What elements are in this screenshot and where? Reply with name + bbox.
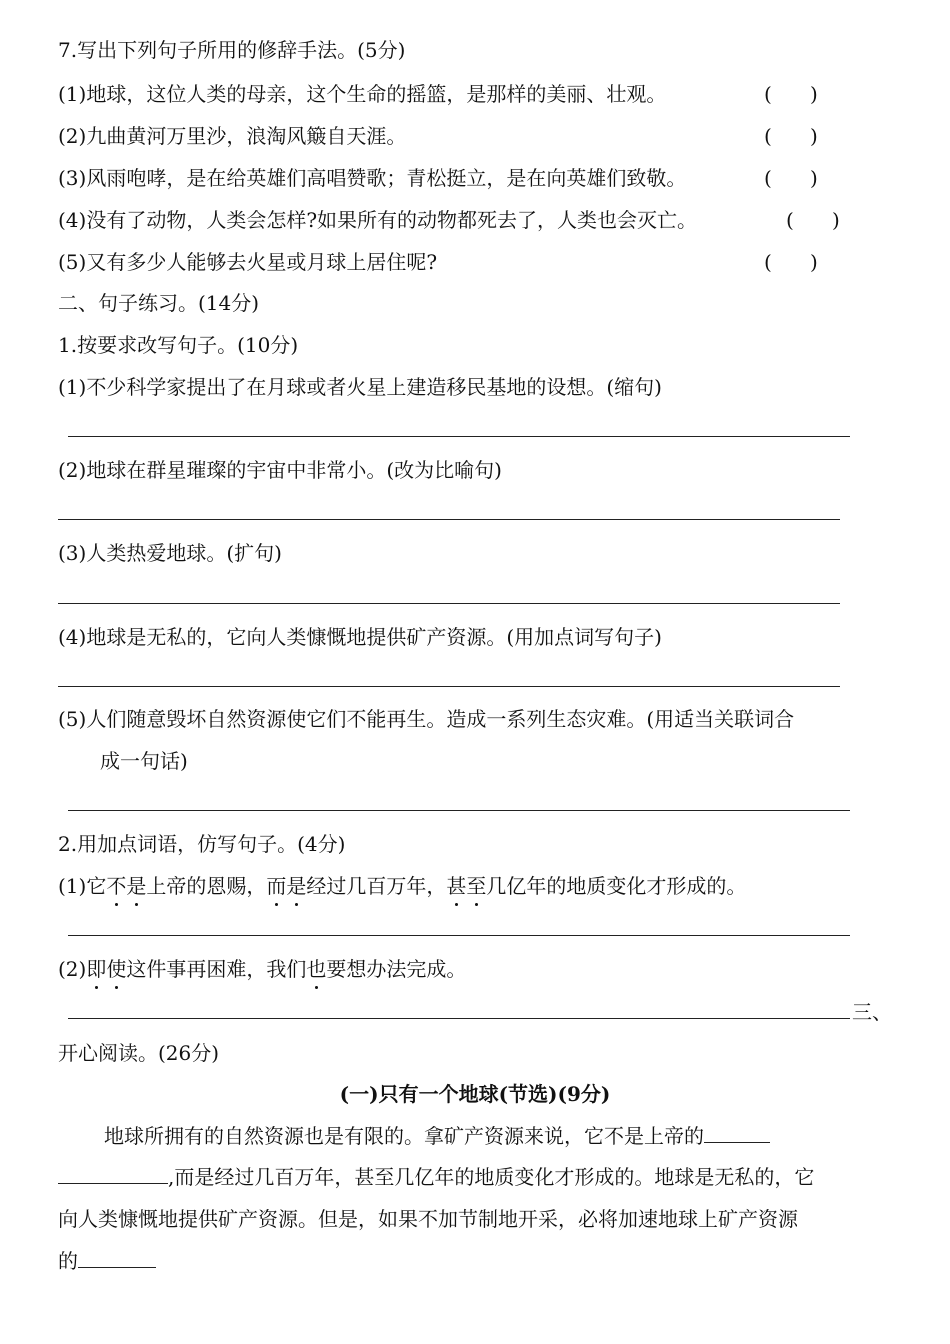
s1-j: 几亿年的地质变化才形成的。 <box>486 874 747 898</box>
q7-heading: 7.写出下列句子所用的修辞手法。(5分) <box>58 38 406 62</box>
answer-line-5[interactable] <box>68 810 850 811</box>
rewrite-item-5-cont: 成一句话) <box>100 749 188 773</box>
passage-line-3: 向人类慷慨地提供矿产资源。但是，如果不加节制地开采，必将加速地球上矿产资源 <box>58 1207 798 1231</box>
part-1-heading: 1.按要求改写句子。(10分) <box>58 333 299 357</box>
s1-dot-1: 不 <box>106 874 127 898</box>
q7-item-3: (3)风雨咆哮，是在给英雄们高唱赞歌；青松挺立，是在向英雄们致敬。 <box>58 166 687 190</box>
rewrite-item-3: (3)人类热爱地球。(扩句) <box>58 541 282 565</box>
passage-line-1 <box>104 1122 770 1150</box>
passage-line-4 <box>58 1247 156 1275</box>
section-2-heading: 二、句子练习。(14分) <box>58 291 260 315</box>
passage-text-2: ,而是经过几百万年，甚至几亿年的地质变化才形成的。地球是无私的，它 <box>168 1165 815 1189</box>
s1-dot-2: 是 <box>126 874 147 898</box>
rewrite-item-4: (4)地球是无私的，它向人类慷慨地提供矿产资源。(用加点词写句子) <box>58 625 662 649</box>
answer-paren-4[interactable]: ( ) <box>786 208 840 232</box>
passage-line-2 <box>58 1163 814 1191</box>
s1-dot-3: 而 <box>266 874 287 898</box>
answer-line-7[interactable] <box>68 1018 850 1019</box>
answer-paren-2[interactable]: ( ) <box>764 124 818 148</box>
answer-line-6[interactable] <box>68 935 850 936</box>
rewrite-item-2: (2)地球在群星璀璨的宇宙中非常小。(改为比喻句) <box>58 458 502 482</box>
passage-text-1: 地球所拥有的自然资源也是有限的。拿矿产资源来说，它不是上帝的 <box>104 1124 704 1148</box>
s2-f: 要想办法完成。 <box>326 957 467 981</box>
s1-a: (1)它 <box>58 874 107 898</box>
q7-item-1: (1)地球，这位人类的母亲，这个生命的摇篮，是那样的美丽、壮观。 <box>58 82 667 106</box>
passage-title: (一)只有一个地球(节选)(9分) <box>339 1082 611 1106</box>
s2-d: 这件事再困难，我们 <box>126 957 307 981</box>
passage-blank-1[interactable] <box>704 1122 770 1143</box>
passage-text-4: 的 <box>58 1249 78 1273</box>
part-2-heading: 2.用加点词语，仿写句子。(4分) <box>58 832 346 856</box>
answer-line-1[interactable] <box>68 436 850 437</box>
s1-g: 经过几百万年， <box>306 874 447 898</box>
imitate-item-2 <box>58 955 466 983</box>
answer-line-3[interactable] <box>58 603 840 604</box>
s2-a: (2) <box>58 957 87 981</box>
answer-line-2[interactable] <box>58 519 840 520</box>
section-3-heading: 开心阅读。(26分) <box>58 1041 220 1065</box>
answer-paren-3[interactable]: ( ) <box>764 166 818 190</box>
imitate-item-1 <box>58 872 746 900</box>
s2-dot-1: 即 <box>86 957 107 981</box>
answer-paren-5[interactable]: ( ) <box>764 250 818 274</box>
s2-dot-2: 使 <box>106 957 127 981</box>
s1-dot-5: 甚 <box>446 874 467 898</box>
passage-blank-2[interactable] <box>78 1247 156 1268</box>
s1-dot-6: 至 <box>466 874 487 898</box>
s1-dot-4: 是 <box>286 874 307 898</box>
q7-item-2: (2)九曲黄河万里沙，浪淘风簸自天涯。 <box>58 124 407 148</box>
rewrite-item-1: (1)不少科学家提出了在月球或者火星上建造移民基地的设想。(缩句) <box>58 375 662 399</box>
s1-d: 上帝的恩赐， <box>146 874 267 898</box>
q7-item-5: (5)又有多少人能够去火星或月球上居住呢? <box>58 250 438 274</box>
answer-paren-1[interactable]: ( ) <box>764 82 818 106</box>
answer-line-4[interactable] <box>58 686 840 687</box>
rewrite-item-5: (5)人们随意毁坏自然资源使它们不能再生。造成一系列生态灾难。(用适当关联词合 <box>58 707 795 731</box>
s2-dot-3: 也 <box>306 957 327 981</box>
q7-item-4: (4)没有了动物，人类会怎样?如果所有的动物都死去了，人类也会灭亡。 <box>58 208 698 232</box>
passage-blank-1-cont[interactable] <box>58 1163 168 1184</box>
section-3-heading-start: 三、 <box>852 1000 892 1024</box>
